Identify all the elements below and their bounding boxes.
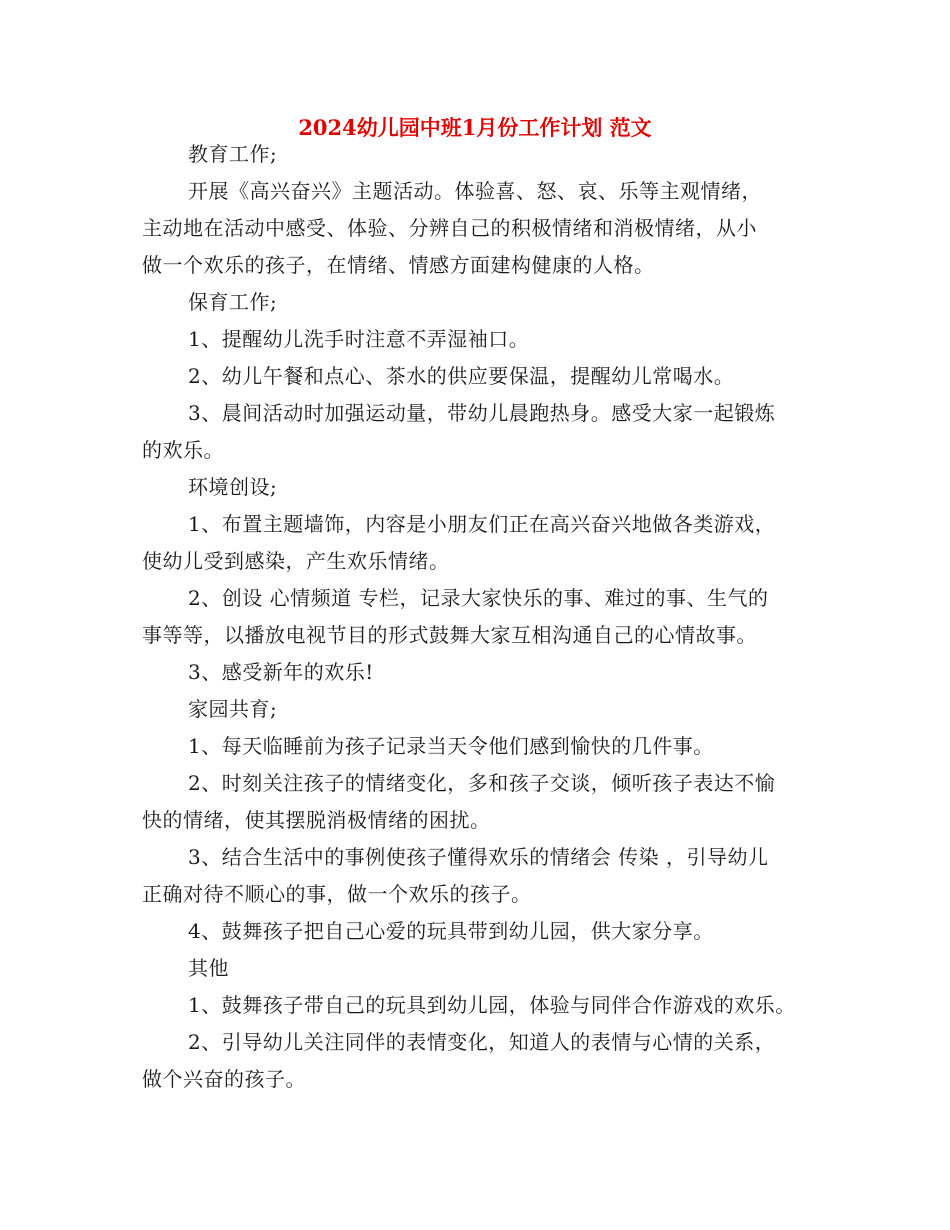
list-item: 2、引导幼儿关注同伴的表情变化，知道人的表情与心情的关系， [188, 1030, 776, 1054]
list-item: 1、提醒幼儿洗手时注意不弄湿袖口。 [188, 327, 530, 351]
list-item: 1、布置主题墙饰，内容是小朋友们正在高兴奋兴地做各类游戏， [188, 512, 776, 536]
document-title: 2024幼儿园中班1月份工作计划 范文 [298, 115, 652, 140]
list-item: 2、创设 心情频道 专栏，记录大家快乐的事、难过的事、生气的 [188, 586, 769, 610]
section-heading-environment: 环境创设; [188, 475, 278, 499]
paragraph-line: 做一个欢乐的孩子，在情绪、情感方面建构健康的人格。 [142, 253, 655, 277]
section-heading-other: 其他 [188, 956, 229, 980]
paragraph-line: 主动地在活动中感受、体验、分辨自己的积极情绪和消极情绪，从小 [142, 216, 757, 240]
list-item: 4、鼓舞孩子把自己心爱的玩具带到幼儿园，供大家分享。 [188, 919, 714, 943]
paragraph-line: 开展《高兴奋兴》主题活动。体验喜、怒、哀、乐等主观情绪， [188, 179, 762, 203]
list-item: 3、晨间活动时加强运动量，带幼儿晨跑热身。感受大家一起锻炼 [188, 401, 776, 425]
list-item: 3、结合生活中的事例使孩子懂得欢乐的情绪会 传染 ，引导幼儿 [188, 845, 769, 869]
list-item: 2、时刻关注孩子的情绪变化，多和孩子交谈，倾听孩子表达不愉 [188, 771, 776, 795]
list-item: 1、鼓舞孩子带自己的玩具到幼儿园，体验与同伴合作游戏的欢乐。 [188, 993, 796, 1017]
list-item: 3、感受新年的欢乐! [188, 660, 374, 684]
document-body [142, 136, 822, 1098]
list-item-continuation: 做个兴奋的孩子。 [142, 1067, 306, 1091]
section-heading-education: 教育工作; [188, 142, 278, 166]
list-item: 2、幼儿午餐和点心、茶水的供应要保温，提醒幼儿常喝水。 [188, 364, 735, 388]
section-heading-care: 保育工作; [188, 290, 278, 314]
list-item-continuation: 事等等，以播放电视节目的形式鼓舞大家互相沟通自己的心情故事。 [142, 623, 757, 647]
list-item-continuation: 正确对待不顺心的事，做一个欢乐的孩子。 [142, 882, 532, 906]
list-item-continuation: 的欢乐。 [142, 438, 224, 462]
list-item-continuation: 使幼儿受到感染，产生欢乐情绪。 [142, 549, 450, 573]
list-item-continuation: 快的情绪，使其摆脱消极情绪的困扰。 [142, 808, 491, 832]
list-item: 1、每天临睡前为孩子记录当天令他们感到愉快的几件事。 [188, 734, 714, 758]
section-heading-home-school: 家园共育; [188, 697, 278, 721]
